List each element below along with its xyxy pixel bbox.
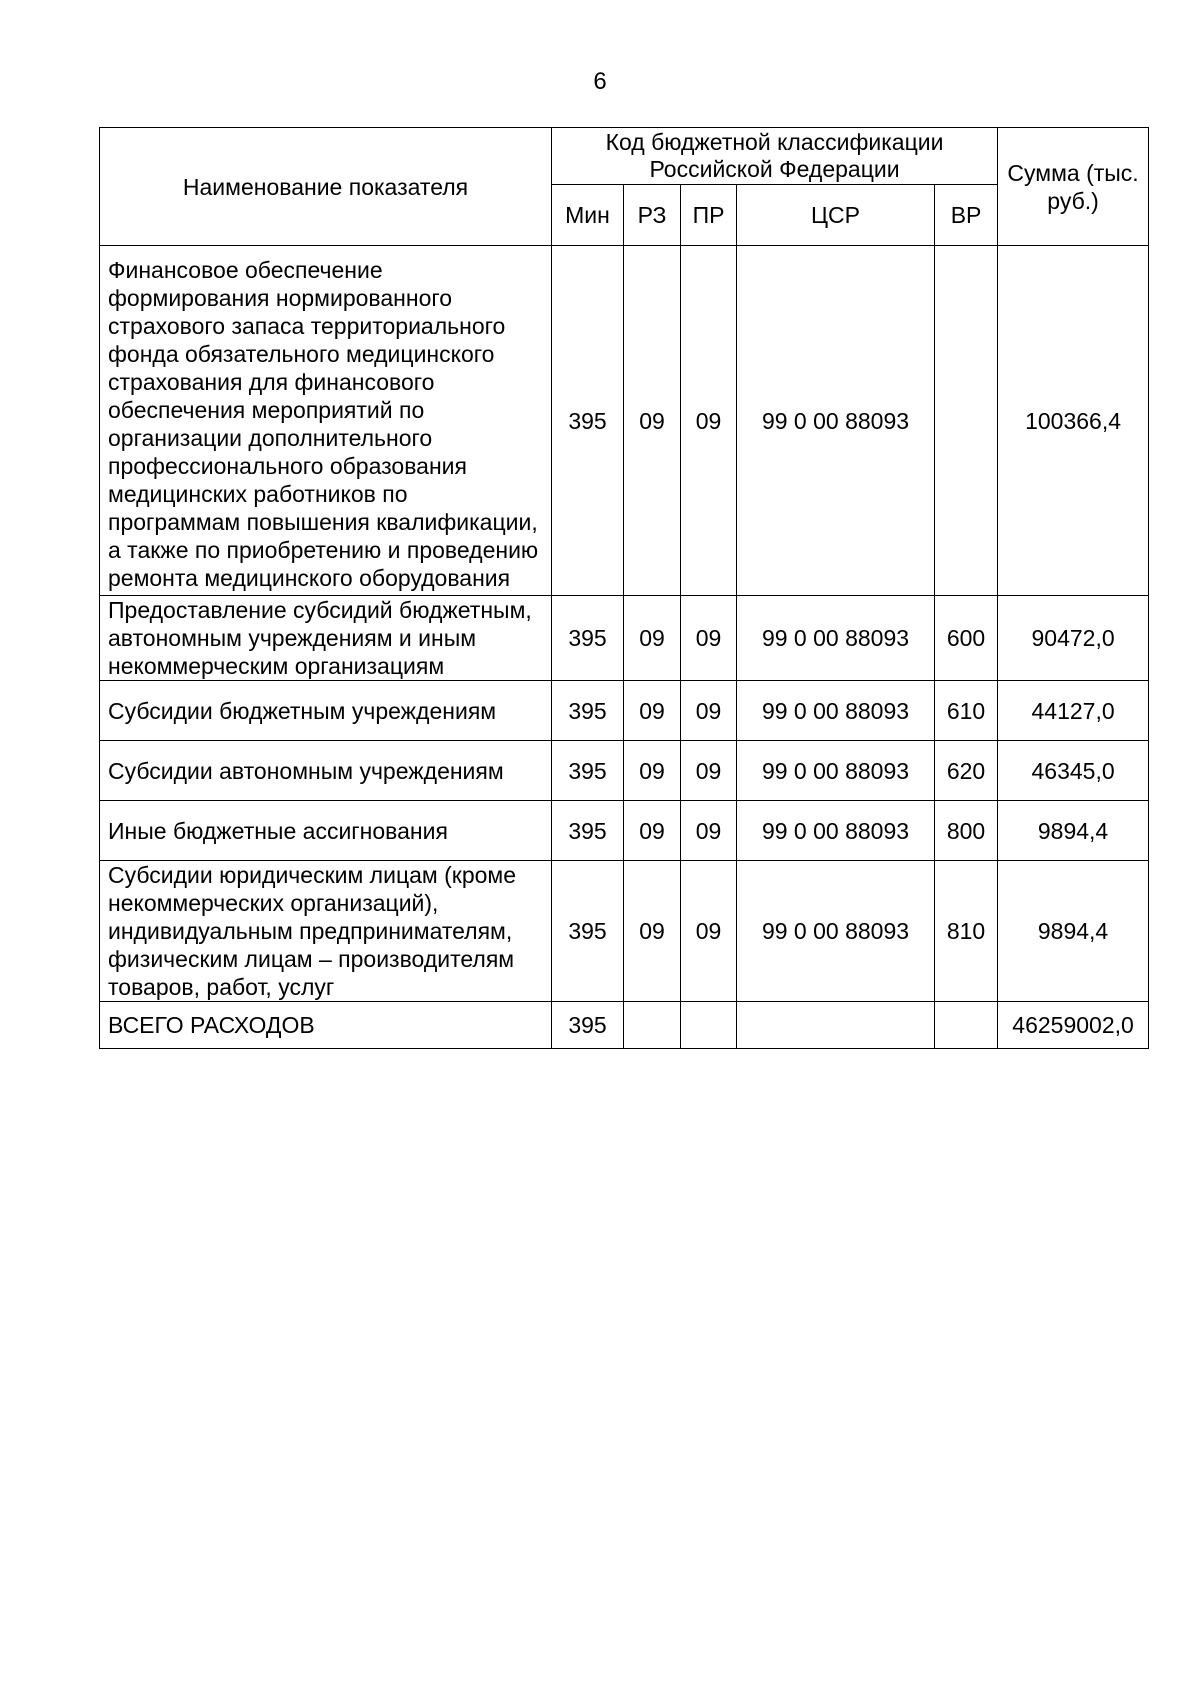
row-rz: 09	[624, 861, 681, 1002]
row-sum: 9894,4	[998, 861, 1149, 1002]
row-csr: 99 0 00 88093	[737, 741, 935, 801]
row-rz: 09	[624, 596, 681, 681]
row-rz: 09	[624, 801, 681, 861]
row-pr: 09	[681, 741, 737, 801]
row-pr: 09	[681, 681, 737, 741]
row-pr: 09	[681, 861, 737, 1002]
header-name: Наименование показателя	[100, 128, 552, 246]
row-sum: 44127,0	[998, 681, 1149, 741]
row-min: 395	[552, 596, 624, 681]
row-name: Субсидии бюджетным учреждениям	[100, 681, 552, 741]
table-row	[100, 741, 1149, 801]
row-sum: 90472,0	[998, 596, 1149, 681]
table-row	[100, 801, 1149, 861]
table-total-row	[100, 1002, 1149, 1049]
budget-table	[99, 127, 1149, 1049]
row-rz: 09	[624, 741, 681, 801]
row-pr: 09	[681, 801, 737, 861]
row-name: Иные бюджетные ассигнования	[100, 801, 552, 861]
row-min: 395	[552, 741, 624, 801]
table-header-row	[100, 128, 1149, 185]
row-rz	[624, 1002, 681, 1049]
header-csr: ЦСР	[737, 185, 935, 246]
row-csr: 99 0 00 88093	[737, 861, 935, 1002]
page-number: 6	[593, 68, 607, 95]
row-csr: 99 0 00 88093	[737, 596, 935, 681]
header-vr: ВР	[935, 185, 998, 246]
row-pr	[681, 1002, 737, 1049]
row-csr	[737, 1002, 935, 1049]
row-name: Субсидии автономным учреждениям	[100, 741, 552, 801]
row-min: 395	[552, 1002, 624, 1049]
header-sum: Сумма (тыс. руб.)	[998, 128, 1149, 246]
table-row	[100, 246, 1149, 596]
table-row	[100, 596, 1149, 681]
row-vr	[935, 246, 998, 596]
row-csr: 99 0 00 88093	[737, 246, 935, 596]
row-name: ВСЕГО РАСХОДОВ	[100, 1002, 552, 1049]
row-name: Финансовое обеспечение формирования нормированного страхового запаса территориального фонда обязательного медицинского страхования для финансового обеспечения мероприятий по организации дополнительного профессионального образования медицинских работников по программам повышения квалификации, а также по приобретению и проведению ремонта медицинского оборудования	[100, 246, 552, 596]
header-pr: ПР	[681, 185, 737, 246]
row-sum: 46345,0	[998, 741, 1149, 801]
row-min: 395	[552, 681, 624, 741]
row-name: Предоставление субсидий бюджетным, автономным учреждениям и иным некоммерческим организациям	[100, 596, 552, 681]
row-vr: 610	[935, 681, 998, 741]
header-min: Мин	[552, 185, 624, 246]
row-name: Субсидии юридическим лицам (кроме некоммерческих организаций), индивидуальным предпринимателям, физическим лицам – производителям товаров, работ, услуг	[100, 861, 552, 1002]
row-sum: 46259002,0	[998, 1002, 1149, 1049]
row-min: 395	[552, 861, 624, 1002]
row-min: 395	[552, 801, 624, 861]
table-row	[100, 861, 1149, 1002]
header-code-group: Код бюджетной классификации Российской Федерации	[552, 128, 998, 185]
row-vr: 810	[935, 861, 998, 1002]
row-vr: 600	[935, 596, 998, 681]
row-sum: 100366,4	[998, 246, 1149, 596]
row-pr: 09	[681, 596, 737, 681]
row-pr: 09	[681, 246, 737, 596]
row-sum: 9894,4	[998, 801, 1149, 861]
row-csr: 99 0 00 88093	[737, 681, 935, 741]
row-vr: 620	[935, 741, 998, 801]
row-vr: 800	[935, 801, 998, 861]
table-row	[100, 681, 1149, 741]
row-vr	[935, 1002, 998, 1049]
row-rz: 09	[624, 681, 681, 741]
header-rz: РЗ	[624, 185, 681, 246]
row-min: 395	[552, 246, 624, 596]
row-csr: 99 0 00 88093	[737, 801, 935, 861]
row-rz: 09	[624, 246, 681, 596]
